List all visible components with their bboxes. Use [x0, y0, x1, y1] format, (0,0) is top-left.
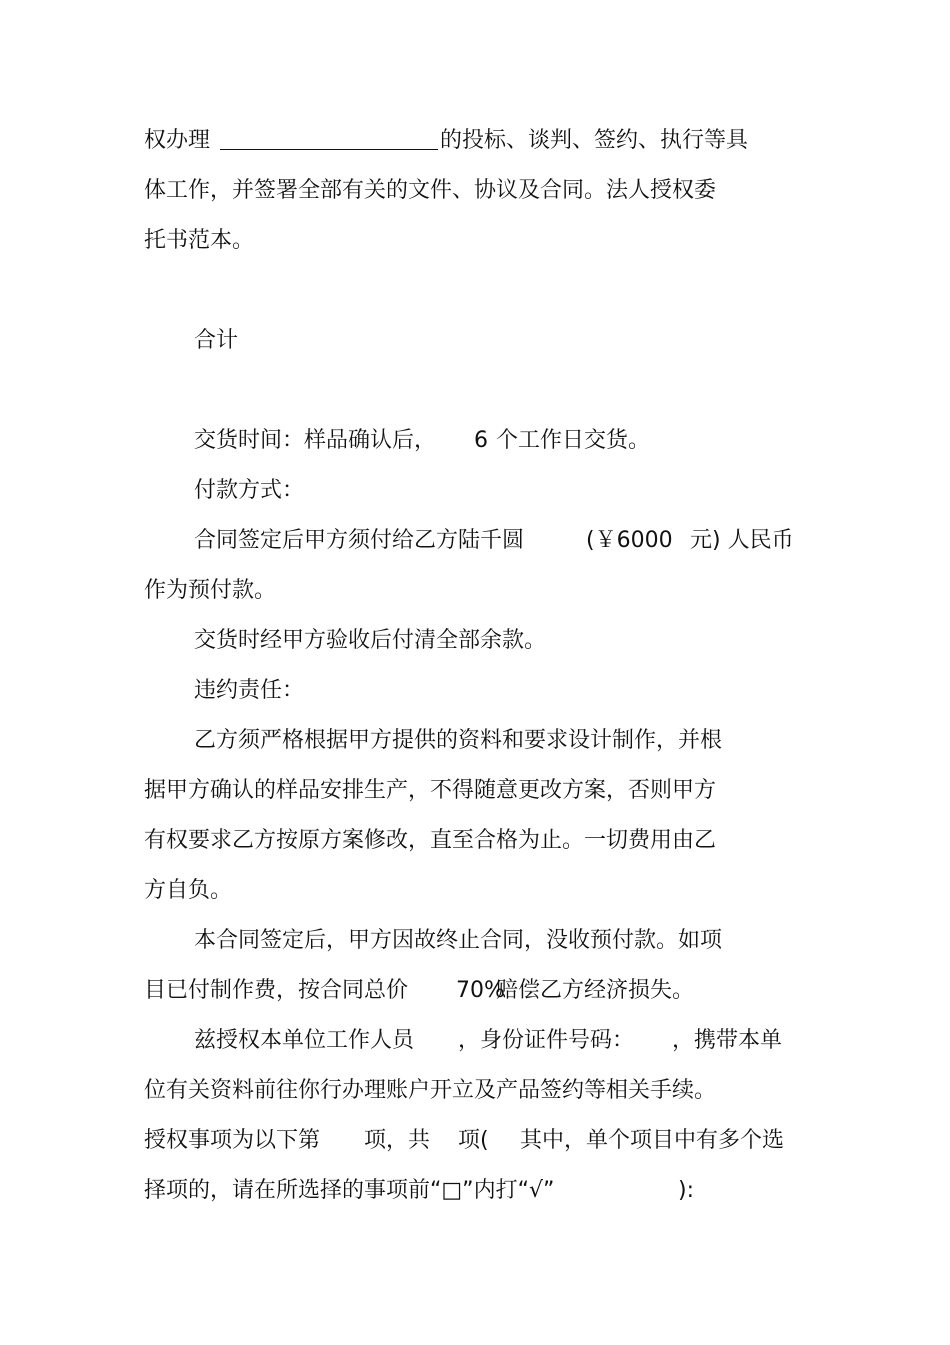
text-segment: 违约责任： — [194, 678, 305, 703]
text-segment: 个工作日交货。 — [496, 428, 651, 453]
text-segment: 托书范本。 — [144, 228, 255, 253]
text-segment: 付款方式： — [194, 478, 305, 503]
text-segment: 合计 — [194, 328, 239, 353]
text-segment: 元) 人民币 — [690, 528, 794, 553]
text-segment: 合同签定后甲方须付给乙方陆千圆 — [194, 528, 525, 553]
text-segment: 授权事项为以下第 — [144, 1128, 321, 1153]
text-segment: 方自负。 — [144, 878, 233, 903]
text-segment: 的投标、谈判、签约、执行等具 — [440, 128, 749, 153]
text-segment: 位有关资料前往你行办理账户开立及产品签约等相关手续。 — [144, 1078, 717, 1103]
text-segment: 赔偿乙方经济损失。 — [496, 978, 695, 1003]
compensation-percentage: 70% — [456, 978, 505, 1003]
text-segment: 交货时间：样品确认后， — [194, 428, 437, 453]
text-segment: 体工作，并签署全部有关的文件、协议及合同。法人授权委 — [144, 178, 717, 203]
text-segment: 权办理 — [144, 128, 211, 153]
text-segment: 兹授权本单位工作人员 — [194, 1028, 415, 1053]
text-segment: 项( — [458, 1128, 489, 1153]
text-segment: 本合同签定后，甲方因故终止合同，没收预付款。如项 — [194, 928, 723, 953]
text-segment: 乙方须严格根据甲方提供的资料和要求设计制作，并根 — [194, 728, 723, 753]
text-segment: ，携带本单 — [672, 1028, 783, 1053]
delivery-days-value: 6 — [474, 428, 488, 453]
text-segment: 据甲方确认的样品安排生产，不得随意更改方案，否则甲方 — [144, 778, 717, 803]
text-segment: ): — [678, 1178, 694, 1203]
text-segment: 择项的，请在所选择的事项前“□”内打“√” — [144, 1178, 555, 1203]
text-segment: 项，共 — [364, 1128, 431, 1153]
text-segment: 作为预付款。 — [144, 578, 277, 603]
text-segment: 交货时经甲方验收后付清全部余款。 — [194, 628, 547, 653]
fill-in-blank — [220, 149, 438, 150]
text-segment: 有权要求乙方按原方案修改，直至合格为止。一切费用由乙 — [144, 828, 717, 853]
text-segment: 其中，单个项目中有多个选 — [520, 1128, 785, 1153]
payment-amount: (￥6000 — [586, 528, 673, 553]
text-segment: ，身份证件号码： — [458, 1028, 635, 1053]
text-segment: 目已付制作费，按合同总价 — [144, 978, 409, 1003]
